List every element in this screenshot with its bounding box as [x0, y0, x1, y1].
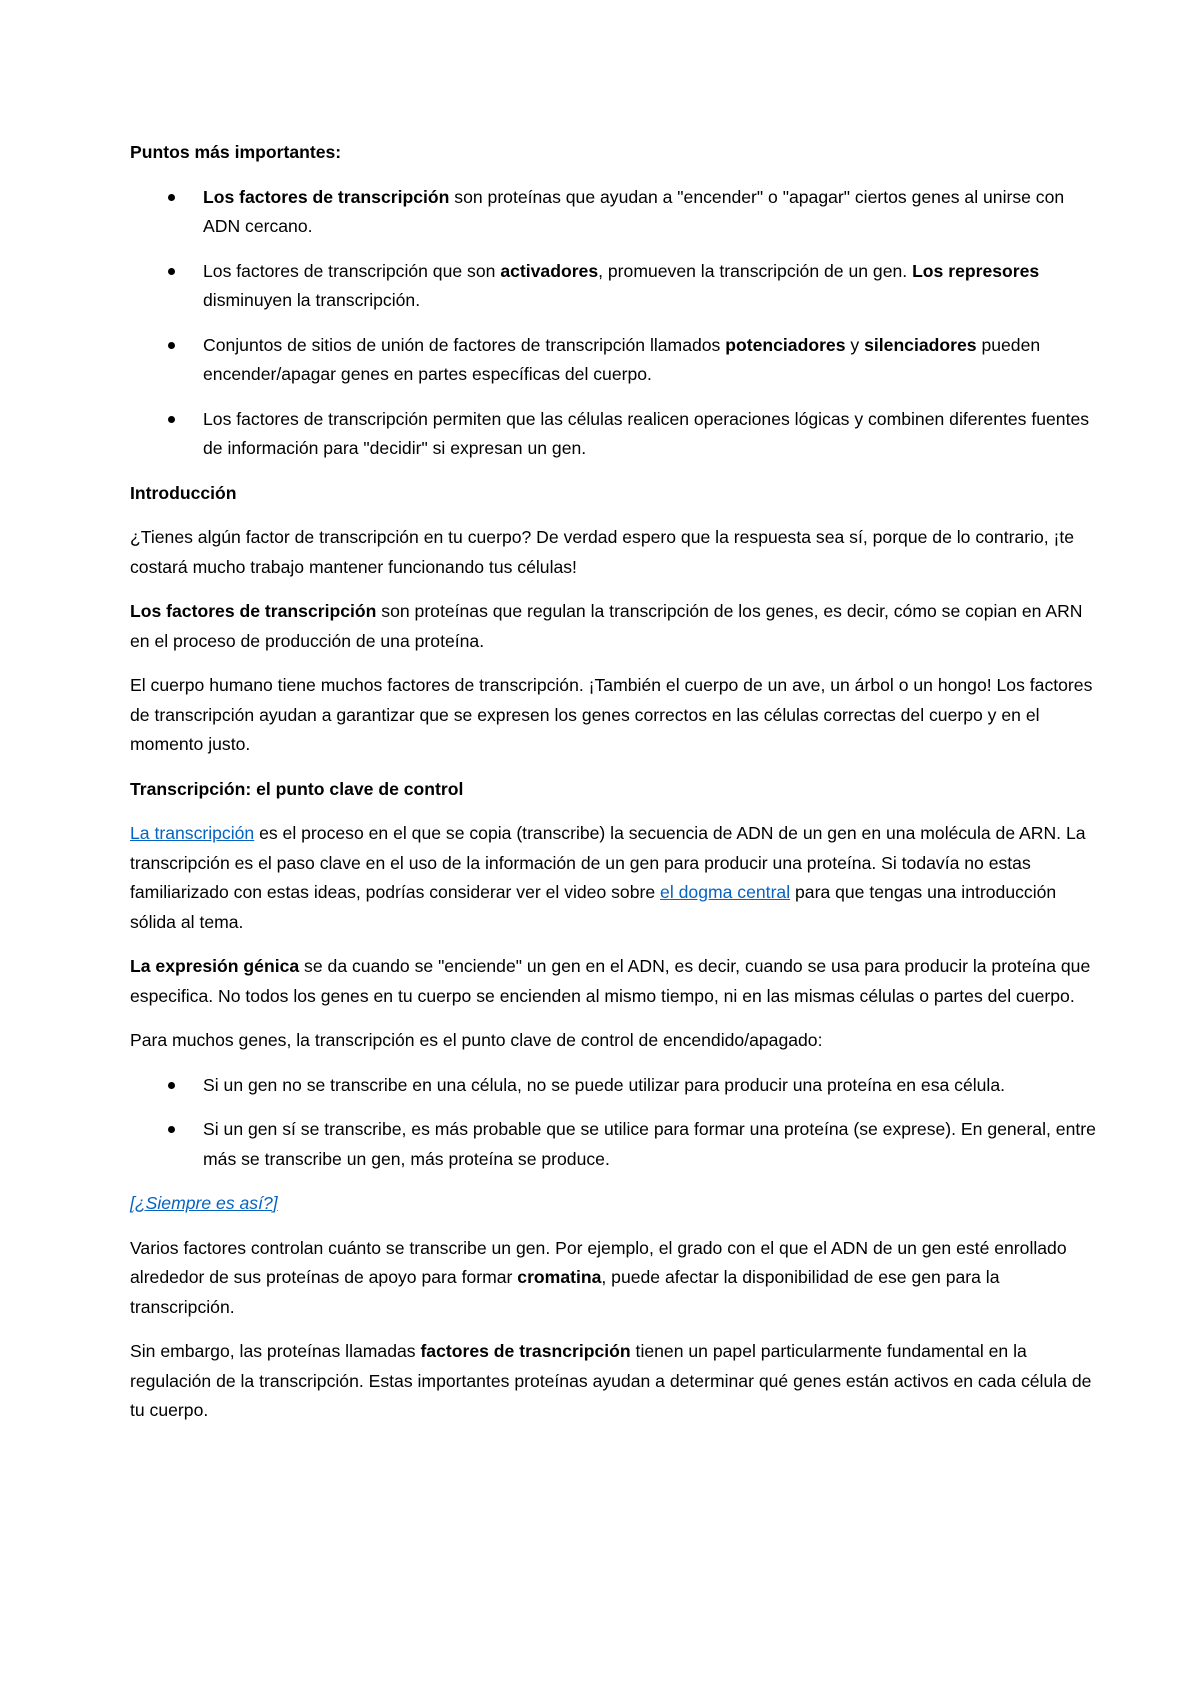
text-span: se da cuando se "enciende" un gen en el ADN, es decir, cuando se usa para producir la proteína que especifica. No todos los genes en tu cuerpo se encienden al mismo tiempo, ni en las mismas células o partes del cuerpo.: [130, 956, 1091, 1006]
text-span: Varios factores controlan cuánto se transcribe un gen. Por ejemplo, el grado con el que el ADN de un gen esté enrollado alrededor de sus proteínas de apoyo para formar: [130, 1237, 1067, 1287]
control-paragraph-5: [130, 1337, 1100, 1426]
text-span: Los factores de transcripción permiten que las células realicen operaciones lógicas y combinen diferentes fuentes de información para "decidir" si expresan un gen.: [203, 408, 1090, 458]
text-span: pueden encender/apagar genes en partes específicas del cuerpo.: [203, 334, 1041, 384]
text-span: son proteínas que ayudan a "encender" o "apagar" ciertos genes al unirse con ADN cercano.: [203, 186, 1065, 236]
list-item: [130, 331, 1100, 390]
transcription-link[interactable]: La transcripción: [130, 823, 255, 843]
control-paragraph-2: [130, 952, 1100, 1011]
bullet-icon: [168, 1126, 175, 1133]
bold-term: silenciadores: [864, 334, 977, 355]
control-heading: Transcripción: el punto clave de control: [130, 778, 464, 799]
always-link[interactable]: [¿Siempre es así?]: [130, 1193, 278, 1213]
list-item: [130, 257, 1100, 316]
control-list: [130, 1071, 1100, 1175]
text-span: Los factores de transcripción que son: [203, 260, 501, 281]
list-item: [130, 183, 1100, 242]
key-points-list: [130, 183, 1100, 464]
intro-heading: Introducción: [130, 482, 237, 503]
intro-paragraph-2: [130, 597, 1100, 656]
bold-term: factores de trasncripción: [420, 1341, 631, 1361]
bold-term: Los factores de transcripción: [130, 601, 377, 621]
bold-term: activadores: [500, 260, 599, 281]
bullet-icon: [168, 194, 175, 201]
text-span: y: [845, 334, 865, 355]
bullet-icon: [168, 342, 175, 349]
control-paragraph-4: [130, 1234, 1100, 1323]
text-span: Si un gen no se transcribe en una célula, no se puede utilizar para producir una proteína en esa célula.: [203, 1074, 1006, 1095]
text-span: son proteínas que regulan la transcripción de los genes, es decir, cómo se copian en ARN en el proceso de producción de una proteína.: [130, 601, 1083, 651]
bold-term: cromatina: [517, 1267, 602, 1287]
text-span: Sin embargo, las proteínas llamadas: [130, 1341, 421, 1361]
text-span: Conjuntos de sitios de unión de factores de transcripción llamados: [203, 334, 726, 355]
bold-term: Los represores: [912, 260, 1040, 281]
always-paragraph: [130, 1189, 1100, 1219]
text-span: para que tengas una introducción sólida al tema.: [130, 882, 1057, 932]
bullet-icon: [168, 416, 175, 423]
text-span: disminuyen la transcripción.: [203, 290, 421, 310]
text-span: tienen un papel particularmente fundamental en la regulación de la transcripción. Estas importantes proteínas ayudan a determinar qué genes están activos en cada célula de tu cuerpo.: [130, 1341, 1092, 1420]
text-span: , puede afectar la disponibilidad de ese gen para la transcripción.: [130, 1267, 1000, 1317]
key-points-heading: Puntos más importantes:: [130, 142, 342, 162]
text-span: , promueven la transcripción de un gen.: [598, 260, 913, 281]
text-span: Si un gen sí se transcribe, es más probable que se utilice para formar una proteína (se exprese). En general, entre más se transcribe un gen, más proteína se produce.: [203, 1119, 1096, 1169]
list-item: [130, 1115, 1100, 1174]
control-paragraph-3: Para muchos genes, la transcripción es el punto clave de control de encendido/apagado:: [130, 1030, 823, 1050]
central-dogma-link[interactable]: el dogma central: [660, 882, 791, 902]
intro-paragraph-3: El cuerpo humano tiene muchos factores de transcripción. ¡También el cuerpo de un ave, un árbol o un hongo! Los factores de transcripción ayudan a garantizar que se expresen los genes correctos en las células correctas del cuerpo y en el momento justo.: [130, 675, 1093, 754]
bullet-icon: [168, 268, 175, 275]
list-item: [130, 1071, 1100, 1101]
bold-term: Los factores de transcripción: [203, 186, 450, 207]
bold-term: La expresión génica: [130, 956, 300, 976]
bold-term: potenciadores: [725, 334, 846, 355]
control-paragraph-1: [130, 819, 1100, 937]
list-item: [130, 405, 1100, 464]
text-span: es el proceso en el que se copia (transcribe) la secuencia de ADN de un gen en una molécula de ARN. La transcripción es el paso clave en el uso de la información de un gen para producir una proteína. Si todavía no estas familiarizado con estas ideas, podrías considerar ver el video sobre: [130, 823, 1086, 902]
intro-paragraph-1: ¿Tienes algún factor de transcripción en tu cuerpo? De verdad espero que la respuesta sea sí, porque de lo contrario, ¡te costará mucho trabajo mantener funcionando tus células!: [130, 527, 1075, 577]
bullet-icon: [168, 1082, 175, 1089]
